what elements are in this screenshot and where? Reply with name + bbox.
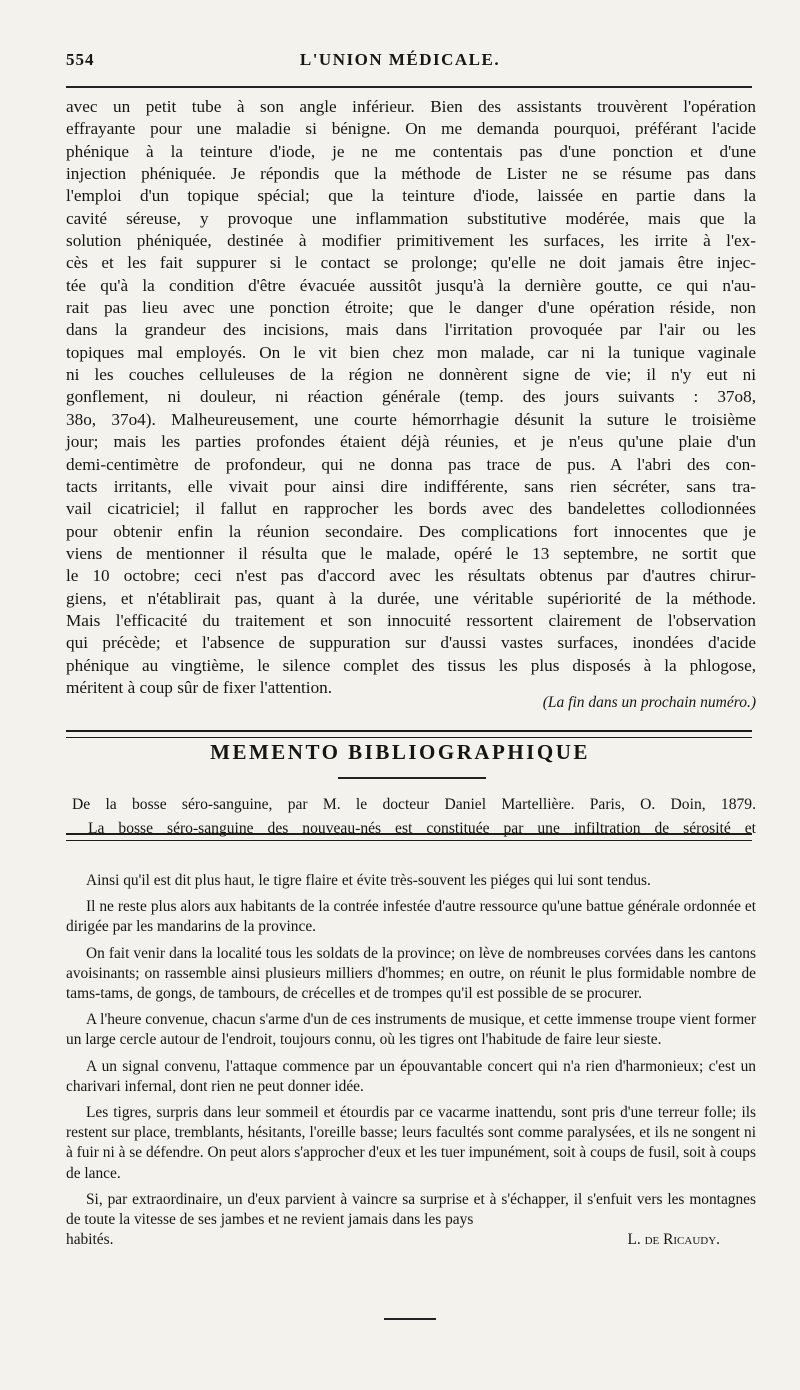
article-line: Mais l'efficacité du traitement et son innocuité ressortent clairement de l'observation xyxy=(66,610,756,630)
continuation-note: (La fin dans un prochain numéro.) xyxy=(542,694,756,711)
story-paragraph: On fait venir dans la localité tous les soldats de la province; on lève de nombreuses corvées dans les cantons avoisinants; on rassemble ainsi plusieurs milliers d'hommes; en outre, on réunit le plus formidable nombre de tams-tams, de gongs, de tambours, de crécelles et de trompes qu'il est possible de se procurer. xyxy=(66,944,756,1003)
end-rule xyxy=(384,1318,436,1320)
article-paragraph xyxy=(66,96,756,699)
story-paragraph: Ainsi qu'il est dit plus haut, le tigre flaire et évite très-souvent les piéges qui lui sont tendus. xyxy=(86,872,651,889)
feuilleton-double-rule xyxy=(66,833,752,841)
story-paragraph: Il ne reste plus alors aux habitants de la contrée infestée d'autre ressource qu'une battue générale ordonnée et dirigée par les mandarins de la province. xyxy=(66,898,756,936)
entry-heading: De la bosse séro-sanguine, par M. le docteur Daniel Martellière. Paris, O. Doin, 1879. xyxy=(72,796,756,813)
signature-line xyxy=(66,1230,756,1250)
article-body xyxy=(66,96,756,711)
article-line: phénique à la teinture d'iode, je ne me contentais pas d'une ponction et d'une xyxy=(66,141,756,161)
entry-text: La bosse séro-sanguine des nouveau-nés est constituée par une infiltration de sérosité et xyxy=(88,820,756,837)
article-line: injection phéniquée. Je répondis que la méthode de Lister ne se résume pas dans xyxy=(66,164,756,184)
story-paragraph: Si, par extraordinaire, un d'eux parvient à vaincre sa surprise et à s'échapper, il s'enfuit vers les montagnes de toute la vitesse de ses jambes et ne revient jamais dans les pays xyxy=(66,1190,756,1229)
story-paragraph: A un signal convenu, l'attaque commence par un épouvantable concert qui n'a rien d'harmonieux; c'est un charivari infernal, dont rien ne peut donner idée. xyxy=(66,1057,756,1095)
article-line: gonflement, ni douleur, ni réaction générale (temp. des jours suivants : 37o8, xyxy=(66,387,756,407)
article-line: avec un petit tube à son angle inférieur. Bien des assistants trouvèrent l'opération xyxy=(66,97,756,116)
article-line: viens de mentionner il résulta que le malade, opéré le 13 septembre, ne sortit que xyxy=(66,543,756,563)
author-signature: L. de Ricaudy. xyxy=(627,1231,720,1249)
story-last-line: habités. xyxy=(66,1231,114,1249)
article-line: ni les couches celluleuses de la région ne donnèrent signe de vie; il n'y eut ni xyxy=(66,365,756,385)
section-double-rule xyxy=(66,730,752,738)
article-line: vail cicatriciel; il fallut en rapprocher les bords avec des bandelettes collodionnées xyxy=(66,499,756,519)
article-line: dans la grandeur des incisions, mais dans l'irritation provoquée par l'air ou les xyxy=(66,320,756,340)
article-line: qui précède; et l'absence de suppuration sur d'aussi vastes surfaces, inondées d'acide xyxy=(66,633,756,653)
article-line: jour; mais les parties profondes étaient déjà réunies, et je n'eus qu'une plaie d'un xyxy=(66,432,756,452)
title-underline xyxy=(338,777,486,779)
header-rule xyxy=(66,86,752,88)
article-line: effrayante pour une maladie si bénigne. On me demanda pourquoi, préférant l'acide xyxy=(66,119,756,139)
section-title: MEMENTO BIBLIOGRAPHIQUE xyxy=(210,740,590,764)
story-paragraph: Les tigres, surpris dans leur sommeil et étourdis par ce vacarme inattendu, sont pris d'une terreur folle; ils restent sur place, tremblants, hésitants, l'oreille basse; leurs facultés sont comme paralysées, et ils ne songent ni à fuir ni à se défendre. On peut alors s'approcher d'eux et les tuer impunément, soit à coups de fusil, soit à coups de lance. xyxy=(66,1104,756,1182)
article-line: tée qu'à la condition d'être évacuée aussitôt jusqu'à la dernière goutte, ce qui n'au- xyxy=(66,275,756,295)
article-line: topiques mal employés. On le vit bien chez mon malade, car ni la tunique vaginale xyxy=(66,342,756,362)
article-line: phénique au vingtième, le silence complet des tissus les plus disposés à la phlogose, xyxy=(66,655,756,675)
article-line: cavité séreuse, y provoque une inflammation substitutive modérée, mais que la xyxy=(66,208,756,228)
article-line: rait pas lieu avec une ponction étroite; que le danger d'une opération réside, non xyxy=(66,298,756,318)
article-line: 38o, 37o4). Malheureusement, une courte hémorrhagie désunit la suture le troisième xyxy=(66,409,756,429)
article-line: tacts irritants, elle vivait pour ainsi dire indifférente, sans rien sécréter, sans tra- xyxy=(66,476,756,496)
story-paragraph: A l'heure convenue, chacun s'arme d'un de ces instruments de musique, et cette immense troupe vient former un large cercle autour de l'endroit, toujours connu, où les tigres ont l'habitude de faire leur sieste. xyxy=(66,1011,756,1049)
article-line: cès et les fait suppurer si le contact se prolonge; qu'elle ne doit jamais être injec- xyxy=(66,253,756,273)
article-line: demi-centimètre de profondeur, qui ne donna pas trace de pus. A l'abri des con- xyxy=(66,454,756,474)
article-line: giens, et n'établirait pas, quant à la durée, une véritable supériorité de la méthode. xyxy=(66,588,756,608)
article-line: pour obtenir enfin la réunion secondaire. Des complications fort innocentes que je xyxy=(66,521,756,541)
running-title: L'UNION MÉDICALE. xyxy=(299,50,501,69)
article-line: le 10 octobre; ceci n'est pas d'accord avec les résultats obtenus par d'autres chirur- xyxy=(66,566,756,586)
feuilleton-story xyxy=(66,871,756,1250)
article-line: l'emploi d'un topique spécial; que la teinture d'iode, laissée en partie dans la xyxy=(66,186,756,206)
article-line: méritent à coup sûr de fixer l'attention. xyxy=(66,677,333,697)
page-number: 554 xyxy=(66,50,95,69)
article-line: solution phéniquée, destinée à modifier primitivement les surfaces, les irrite à l'ex- xyxy=(66,231,756,251)
